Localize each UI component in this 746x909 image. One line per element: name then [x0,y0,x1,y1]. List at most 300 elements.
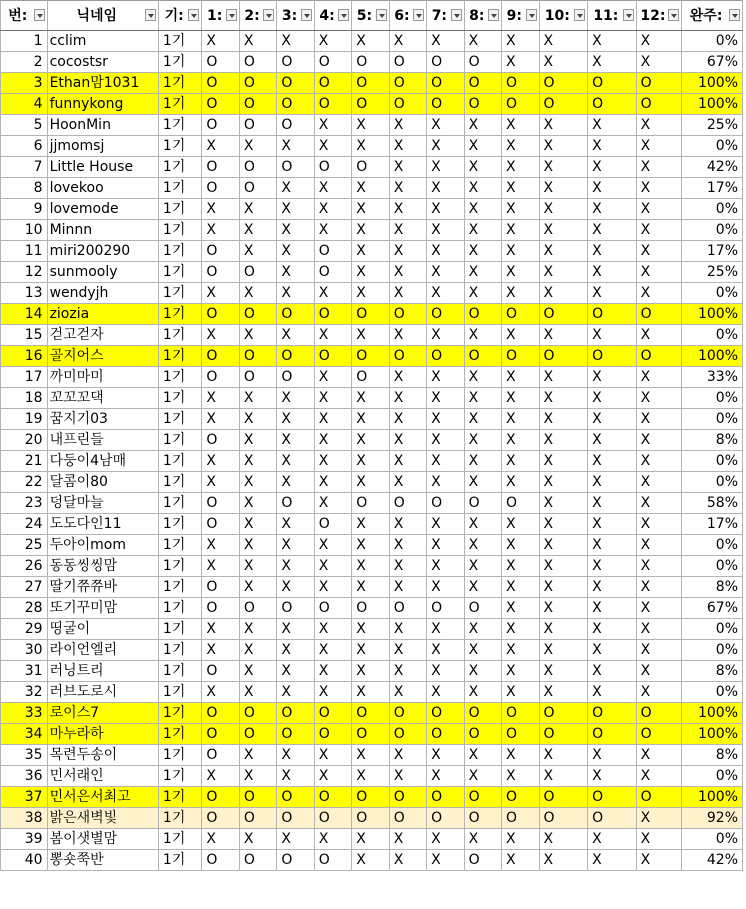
check-cell[interactable]: X [636,619,682,640]
check-cell[interactable]: X [502,262,539,283]
generation-cell[interactable]: 1기 [158,787,202,808]
nickname-cell[interactable]: cocostsr [47,52,158,73]
check-cell[interactable]: X [314,535,351,556]
check-cell[interactable]: O [588,724,637,745]
check-cell[interactable]: X [636,409,682,430]
check-cell[interactable]: O [202,808,239,829]
check-cell[interactable]: X [636,430,682,451]
check-cell[interactable]: X [389,829,426,850]
check-cell[interactable]: X [389,262,426,283]
check-cell[interactable]: X [539,262,588,283]
check-cell[interactable]: X [427,472,464,493]
check-cell[interactable]: O [636,94,682,115]
check-cell[interactable]: X [588,829,637,850]
check-cell[interactable]: X [427,199,464,220]
check-cell[interactable]: X [636,577,682,598]
check-cell[interactable]: X [427,451,464,472]
check-cell[interactable]: X [239,472,276,493]
check-cell[interactable]: O [277,367,314,388]
check-cell[interactable]: O [239,262,276,283]
check-cell[interactable]: X [314,493,351,514]
check-cell[interactable]: O [389,724,426,745]
check-cell[interactable]: X [539,766,588,787]
completion-rate-cell[interactable]: 100% [682,304,743,325]
generation-cell[interactable]: 1기 [158,472,202,493]
check-cell[interactable]: X [427,640,464,661]
check-cell[interactable]: X [239,514,276,535]
nickname-cell[interactable]: 동동씽씽맘 [47,556,158,577]
check-cell[interactable]: O [202,367,239,388]
generation-cell[interactable]: 1기 [158,598,202,619]
check-cell[interactable]: X [239,745,276,766]
row-number-cell[interactable]: 19 [1,409,48,430]
check-cell[interactable]: X [588,850,637,871]
generation-cell[interactable]: 1기 [158,514,202,535]
check-cell[interactable]: O [202,115,239,136]
generation-cell[interactable]: 1기 [158,52,202,73]
check-cell[interactable]: X [239,31,276,52]
check-cell[interactable]: O [389,304,426,325]
row-number-cell[interactable]: 38 [1,808,48,829]
check-cell[interactable]: X [588,514,637,535]
check-cell[interactable]: O [464,787,501,808]
completion-rate-cell[interactable]: 100% [682,94,743,115]
check-cell[interactable]: X [588,157,637,178]
check-cell[interactable]: O [202,577,239,598]
generation-cell[interactable]: 1기 [158,493,202,514]
check-cell[interactable]: O [314,94,351,115]
row-number-cell[interactable]: 13 [1,283,48,304]
check-cell[interactable]: O [239,850,276,871]
nickname-cell[interactable]: 밝은새벽빛 [47,808,158,829]
check-cell[interactable]: O [539,73,588,94]
check-cell[interactable]: X [277,220,314,241]
check-cell[interactable]: X [539,535,588,556]
check-cell[interactable]: X [239,682,276,703]
check-cell[interactable]: X [502,388,539,409]
completion-rate-cell[interactable]: 100% [682,73,743,94]
check-cell[interactable]: O [239,703,276,724]
check-cell[interactable]: X [636,472,682,493]
check-cell[interactable]: X [314,283,351,304]
check-cell[interactable]: O [352,724,389,745]
completion-rate-cell[interactable]: 58% [682,493,743,514]
check-cell[interactable]: X [314,619,351,640]
check-cell[interactable]: X [352,430,389,451]
check-cell[interactable]: X [539,409,588,430]
check-cell[interactable]: O [314,724,351,745]
row-number-cell[interactable]: 7 [1,157,48,178]
completion-rate-cell[interactable]: 0% [682,199,743,220]
nickname-cell[interactable]: 러닝트리 [47,661,158,682]
completion-rate-cell[interactable]: 100% [682,346,743,367]
nickname-cell[interactable]: 내프린들 [47,430,158,451]
check-cell[interactable]: X [277,661,314,682]
check-cell[interactable]: X [314,829,351,850]
check-cell[interactable]: X [464,388,501,409]
check-cell[interactable]: O [277,304,314,325]
check-cell[interactable]: X [352,640,389,661]
check-cell[interactable]: O [202,787,239,808]
check-cell[interactable]: X [239,430,276,451]
nickname-cell[interactable]: funnykong [47,94,158,115]
check-cell[interactable]: X [277,682,314,703]
check-cell[interactable]: X [588,535,637,556]
check-cell[interactable]: O [239,787,276,808]
check-cell[interactable]: X [464,31,501,52]
check-cell[interactable]: O [239,73,276,94]
check-cell[interactable]: X [464,535,501,556]
check-cell[interactable]: X [588,31,637,52]
check-cell[interactable]: X [352,577,389,598]
check-cell[interactable]: O [352,703,389,724]
check-cell[interactable]: X [539,619,588,640]
check-cell[interactable]: X [539,598,588,619]
check-cell[interactable]: O [239,367,276,388]
nickname-cell[interactable]: 뽕숏쭉반 [47,850,158,871]
check-cell[interactable]: X [352,262,389,283]
check-cell[interactable]: X [352,766,389,787]
check-cell[interactable]: X [464,136,501,157]
check-cell[interactable]: O [239,52,276,73]
nickname-cell[interactable]: ziozia [47,304,158,325]
completion-rate-cell[interactable]: 0% [682,619,743,640]
check-cell[interactable]: X [427,220,464,241]
generation-cell[interactable]: 1기 [158,430,202,451]
filter-dropdown-icon[interactable] [451,9,462,21]
completion-rate-cell[interactable]: 0% [682,472,743,493]
check-cell[interactable]: X [464,472,501,493]
completion-rate-cell[interactable]: 100% [682,787,743,808]
check-cell[interactable]: X [636,451,682,472]
check-cell[interactable]: X [464,241,501,262]
completion-rate-cell[interactable]: 8% [682,577,743,598]
check-cell[interactable]: O [464,304,501,325]
filter-dropdown-icon[interactable] [188,9,199,21]
check-cell[interactable]: X [427,619,464,640]
check-cell[interactable]: X [202,535,239,556]
check-cell[interactable]: X [539,577,588,598]
generation-cell[interactable]: 1기 [158,682,202,703]
nickname-cell[interactable]: 덩달마늘 [47,493,158,514]
row-number-cell[interactable]: 32 [1,682,48,703]
check-cell[interactable]: X [202,640,239,661]
completion-rate-cell[interactable]: 0% [682,556,743,577]
check-cell[interactable]: X [277,262,314,283]
check-cell[interactable]: X [502,598,539,619]
check-cell[interactable]: O [352,304,389,325]
check-cell[interactable]: O [502,346,539,367]
check-cell[interactable]: X [202,283,239,304]
check-cell[interactable]: X [277,745,314,766]
check-cell[interactable]: X [588,178,637,199]
generation-cell[interactable]: 1기 [158,409,202,430]
row-number-cell[interactable]: 35 [1,745,48,766]
check-cell[interactable]: X [202,388,239,409]
check-cell[interactable]: O [277,73,314,94]
check-cell[interactable]: X [202,409,239,430]
generation-cell[interactable]: 1기 [158,157,202,178]
check-cell[interactable]: X [202,766,239,787]
filter-dropdown-icon[interactable] [488,9,499,21]
check-cell[interactable]: O [314,850,351,871]
check-cell[interactable]: X [314,367,351,388]
check-cell[interactable]: X [588,241,637,262]
nickname-cell[interactable]: jjmomsj [47,136,158,157]
completion-rate-cell[interactable]: 67% [682,52,743,73]
check-cell[interactable]: X [239,766,276,787]
check-cell[interactable]: O [636,724,682,745]
check-cell[interactable]: O [539,304,588,325]
check-cell[interactable]: X [588,745,637,766]
check-cell[interactable]: X [588,619,637,640]
nickname-cell[interactable]: 봄이샛별맘 [47,829,158,850]
filter-dropdown-icon[interactable] [145,9,156,21]
completion-rate-cell[interactable]: 0% [682,766,743,787]
check-cell[interactable]: O [352,367,389,388]
check-cell[interactable]: X [636,241,682,262]
generation-cell[interactable]: 1기 [158,283,202,304]
check-cell[interactable]: O [588,73,637,94]
check-cell[interactable]: X [636,745,682,766]
filter-dropdown-icon[interactable] [526,9,537,21]
check-cell[interactable]: X [389,367,426,388]
check-cell[interactable]: O [502,808,539,829]
check-cell[interactable]: X [314,115,351,136]
completion-rate-cell[interactable]: 0% [682,409,743,430]
check-cell[interactable]: X [352,136,389,157]
check-cell[interactable]: O [464,493,501,514]
check-cell[interactable]: X [464,283,501,304]
completion-rate-cell[interactable]: 17% [682,514,743,535]
nickname-cell[interactable]: 목련두송이 [47,745,158,766]
check-cell[interactable]: O [588,787,637,808]
check-cell[interactable]: X [539,115,588,136]
check-cell[interactable]: O [239,598,276,619]
check-cell[interactable]: X [588,367,637,388]
check-cell[interactable]: O [202,850,239,871]
nickname-cell[interactable]: wendyjh [47,283,158,304]
nickname-cell[interactable]: 민서은서최고 [47,787,158,808]
check-cell[interactable]: X [427,262,464,283]
nickname-cell[interactable]: 또기꾸미맘 [47,598,158,619]
check-cell[interactable]: X [314,472,351,493]
nickname-cell[interactable]: 다둥이4남매 [47,451,158,472]
nickname-cell[interactable]: lovemode [47,199,158,220]
check-cell[interactable]: X [352,31,389,52]
check-cell[interactable]: X [464,262,501,283]
check-cell[interactable]: X [277,514,314,535]
check-cell[interactable]: X [464,661,501,682]
check-cell[interactable]: X [277,241,314,262]
check-cell[interactable]: X [202,136,239,157]
check-cell[interactable]: X [588,52,637,73]
check-cell[interactable]: X [588,388,637,409]
check-cell[interactable]: X [502,430,539,451]
row-number-cell[interactable]: 3 [1,73,48,94]
generation-cell[interactable]: 1기 [158,220,202,241]
check-cell[interactable]: X [352,514,389,535]
check-cell[interactable]: X [389,430,426,451]
check-cell[interactable]: X [588,577,637,598]
check-cell[interactable]: X [539,640,588,661]
check-cell[interactable]: X [539,661,588,682]
check-cell[interactable]: X [539,52,588,73]
check-cell[interactable]: X [314,178,351,199]
generation-cell[interactable]: 1기 [158,94,202,115]
nickname-cell[interactable]: sunmooly [47,262,158,283]
nickname-cell[interactable]: lovekoo [47,178,158,199]
completion-rate-cell[interactable]: 92% [682,808,743,829]
row-number-cell[interactable]: 12 [1,262,48,283]
check-cell[interactable]: X [464,409,501,430]
check-cell[interactable]: X [352,850,389,871]
check-cell[interactable]: X [636,829,682,850]
generation-cell[interactable]: 1기 [158,766,202,787]
check-cell[interactable]: X [352,661,389,682]
check-cell[interactable]: O [352,73,389,94]
generation-cell[interactable]: 1기 [158,115,202,136]
check-cell[interactable]: X [539,514,588,535]
filter-dropdown-icon[interactable] [301,9,312,21]
check-cell[interactable]: O [427,73,464,94]
check-cell[interactable]: O [427,808,464,829]
check-cell[interactable]: X [427,31,464,52]
check-cell[interactable]: X [464,745,501,766]
check-cell[interactable]: O [202,304,239,325]
check-cell[interactable]: X [588,556,637,577]
nickname-cell[interactable]: 딸기쮸쮸바 [47,577,158,598]
check-cell[interactable]: X [427,325,464,346]
check-cell[interactable]: X [239,325,276,346]
check-cell[interactable]: O [352,493,389,514]
row-number-cell[interactable]: 40 [1,850,48,871]
row-number-cell[interactable]: 16 [1,346,48,367]
check-cell[interactable]: X [239,493,276,514]
check-cell[interactable]: O [464,703,501,724]
check-cell[interactable]: X [588,661,637,682]
filter-dropdown-icon[interactable] [729,9,740,21]
check-cell[interactable]: O [277,850,314,871]
check-cell[interactable]: X [389,199,426,220]
check-cell[interactable]: X [588,451,637,472]
check-cell[interactable]: X [277,409,314,430]
check-cell[interactable]: X [352,241,389,262]
row-number-cell[interactable]: 20 [1,430,48,451]
generation-cell[interactable]: 1기 [158,136,202,157]
filter-dropdown-icon[interactable] [34,9,45,21]
generation-cell[interactable]: 1기 [158,703,202,724]
filter-dropdown-icon[interactable] [263,9,274,21]
row-number-cell[interactable]: 22 [1,472,48,493]
check-cell[interactable]: X [502,829,539,850]
check-cell[interactable]: O [539,808,588,829]
check-cell[interactable]: X [427,829,464,850]
check-cell[interactable]: X [502,472,539,493]
check-cell[interactable]: X [314,388,351,409]
check-cell[interactable]: X [239,220,276,241]
check-cell[interactable]: X [502,850,539,871]
row-number-cell[interactable]: 17 [1,367,48,388]
check-cell[interactable]: O [464,724,501,745]
check-cell[interactable]: X [389,640,426,661]
check-cell[interactable]: X [502,661,539,682]
check-cell[interactable]: O [427,787,464,808]
check-cell[interactable]: X [389,388,426,409]
check-cell[interactable]: O [202,94,239,115]
check-cell[interactable]: X [427,241,464,262]
check-cell[interactable]: O [588,703,637,724]
check-cell[interactable]: X [588,283,637,304]
check-cell[interactable]: X [202,556,239,577]
check-cell[interactable]: O [239,178,276,199]
check-cell[interactable]: O [502,703,539,724]
row-number-cell[interactable]: 25 [1,535,48,556]
check-cell[interactable]: X [314,682,351,703]
check-cell[interactable]: O [502,94,539,115]
generation-cell[interactable]: 1기 [158,829,202,850]
check-cell[interactable]: X [277,31,314,52]
check-cell[interactable]: X [464,115,501,136]
check-cell[interactable]: O [314,304,351,325]
check-cell[interactable]: X [502,367,539,388]
check-cell[interactable]: O [277,787,314,808]
check-cell[interactable]: X [202,451,239,472]
check-cell[interactable]: X [464,157,501,178]
check-cell[interactable]: O [202,262,239,283]
check-cell[interactable]: O [464,850,501,871]
check-cell[interactable]: X [464,220,501,241]
check-cell[interactable]: X [539,682,588,703]
check-cell[interactable]: O [202,661,239,682]
check-cell[interactable]: X [539,31,588,52]
check-cell[interactable]: O [464,52,501,73]
nickname-cell[interactable]: 두아이mom [47,535,158,556]
check-cell[interactable]: X [539,241,588,262]
check-cell[interactable]: O [202,157,239,178]
generation-cell[interactable]: 1기 [158,325,202,346]
generation-cell[interactable]: 1기 [158,556,202,577]
check-cell[interactable]: X [239,829,276,850]
check-cell[interactable]: X [352,199,389,220]
check-cell[interactable]: X [636,388,682,409]
check-cell[interactable]: X [636,598,682,619]
check-cell[interactable]: X [588,220,637,241]
generation-cell[interactable]: 1기 [158,850,202,871]
check-cell[interactable]: X [502,682,539,703]
generation-cell[interactable]: 1기 [158,577,202,598]
completion-rate-cell[interactable]: 0% [682,451,743,472]
check-cell[interactable]: X [202,829,239,850]
check-cell[interactable]: X [464,451,501,472]
check-cell[interactable]: X [502,241,539,262]
check-cell[interactable]: X [588,682,637,703]
check-cell[interactable]: X [277,451,314,472]
filter-dropdown-icon[interactable] [226,9,237,21]
check-cell[interactable]: O [502,73,539,94]
check-cell[interactable]: X [464,514,501,535]
row-number-cell[interactable]: 26 [1,556,48,577]
check-cell[interactable]: X [427,430,464,451]
check-cell[interactable]: X [239,661,276,682]
check-cell[interactable]: X [636,850,682,871]
check-cell[interactable]: X [636,682,682,703]
check-cell[interactable]: O [427,493,464,514]
check-cell[interactable]: O [277,94,314,115]
check-cell[interactable]: O [277,598,314,619]
generation-cell[interactable]: 1기 [158,808,202,829]
check-cell[interactable]: X [502,157,539,178]
